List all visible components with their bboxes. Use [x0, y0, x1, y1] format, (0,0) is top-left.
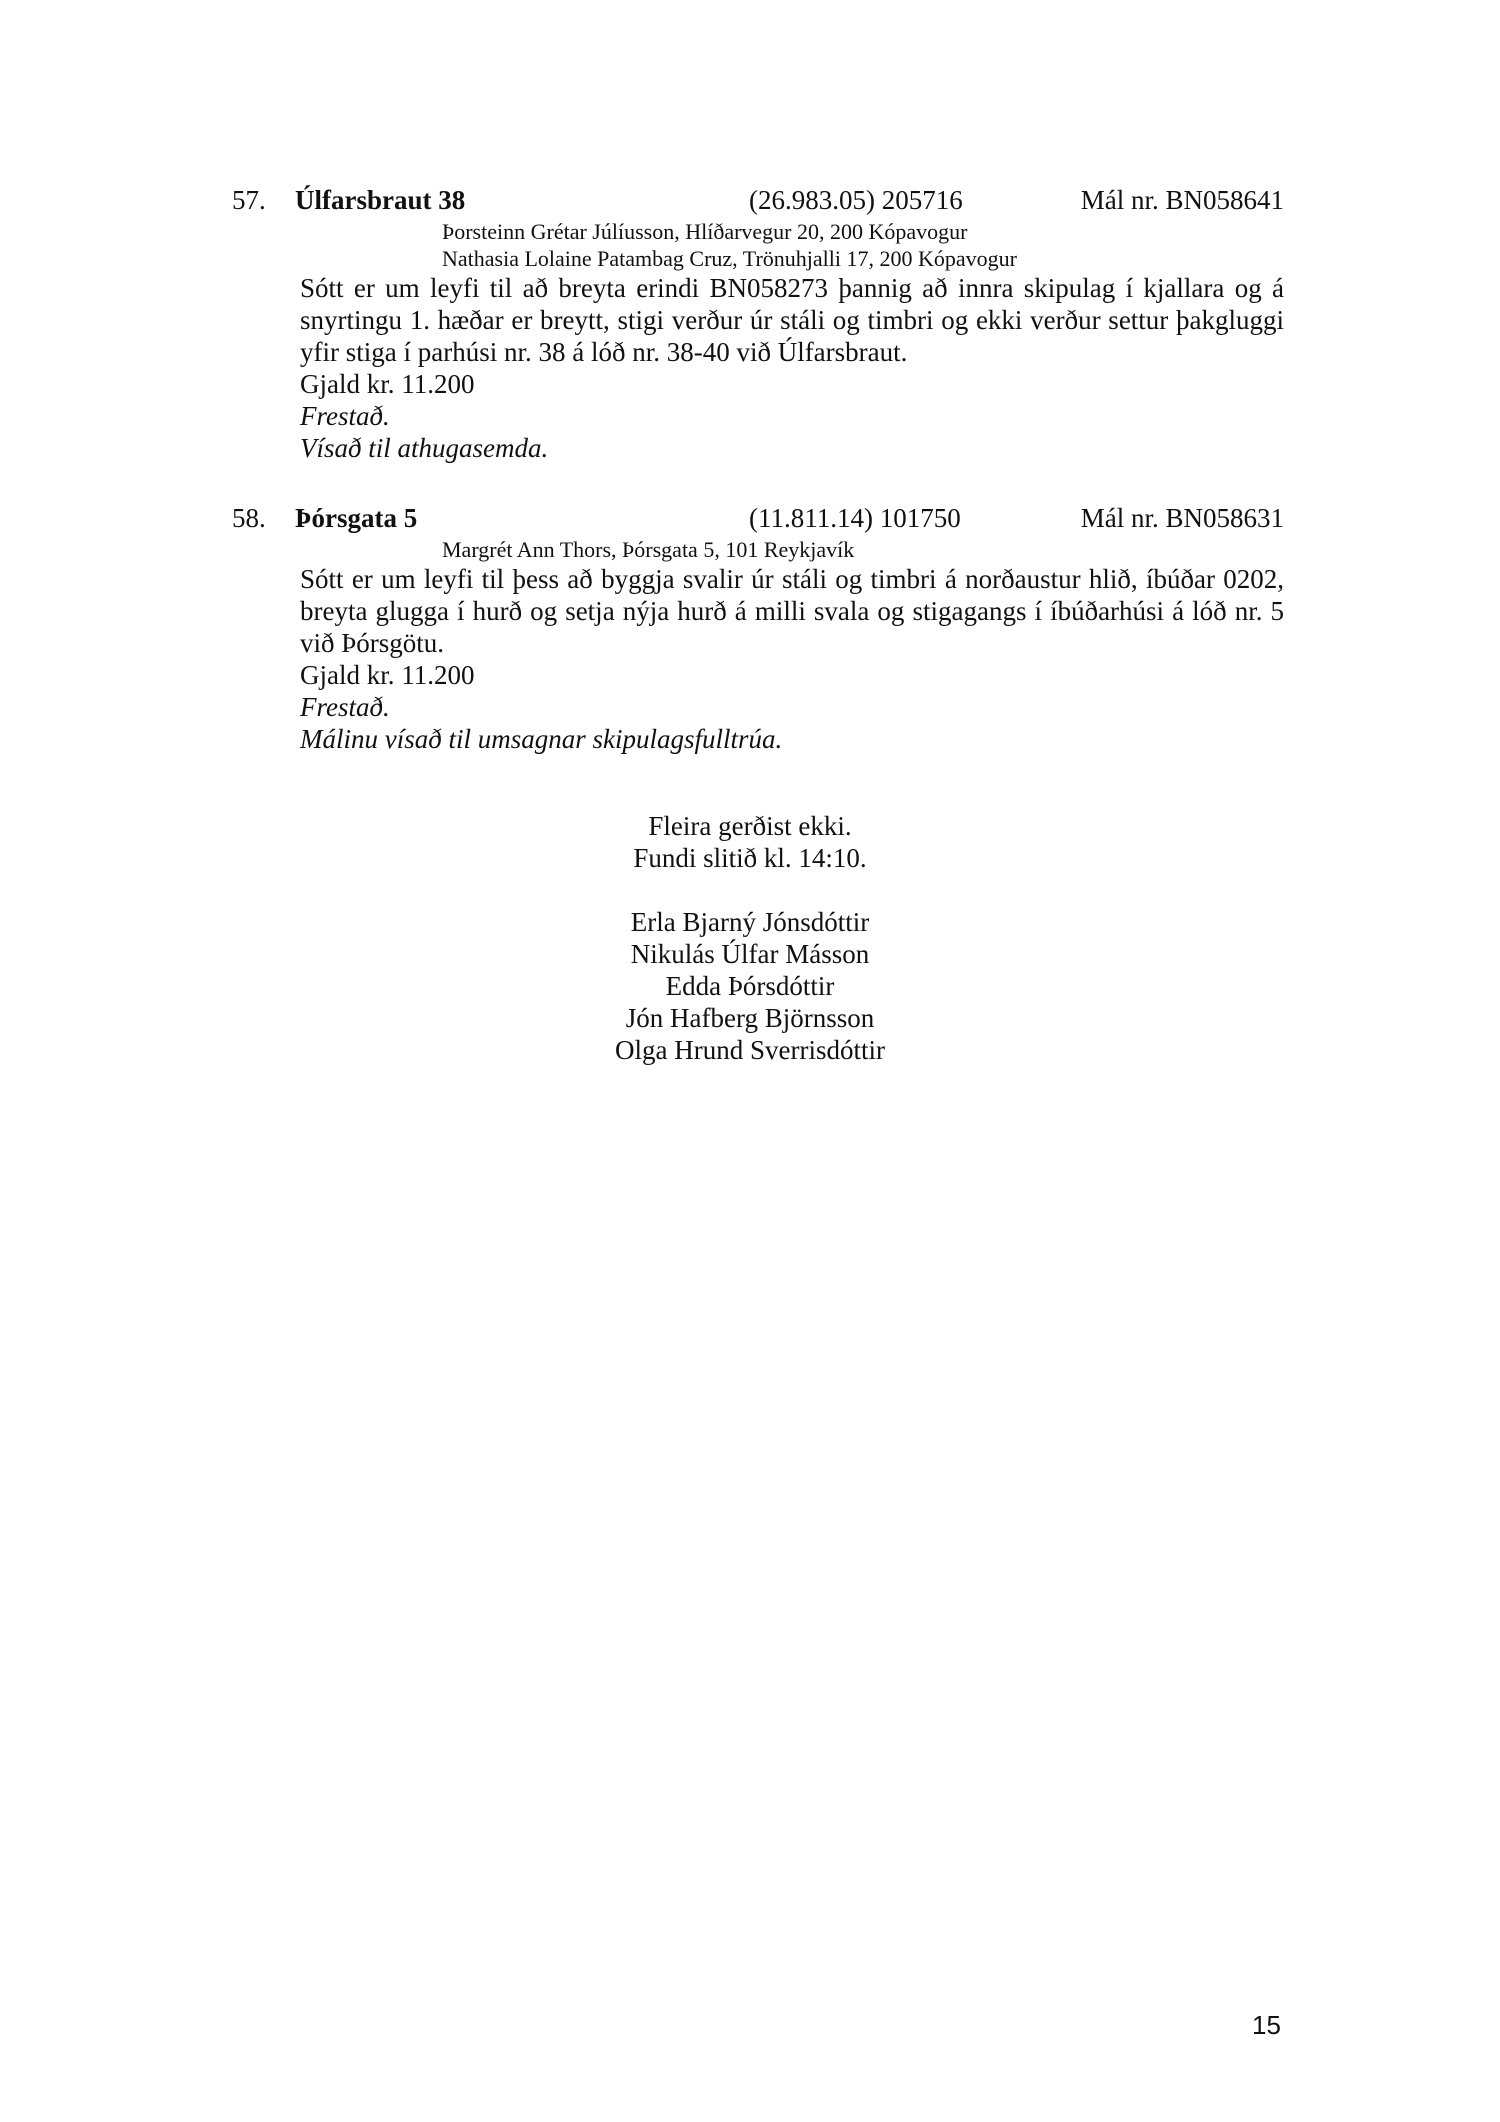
item-reference: (11.811.14) 101750	[749, 503, 961, 533]
item-header	[232, 182, 1284, 218]
agenda-item-57	[232, 182, 1284, 464]
item-address: Þórsgata 5	[295, 503, 418, 533]
item-description: Sótt er um leyfi til þess að byggja svalir úr stáli og timbri á norðaustur hlið, íbúðar 0202, breyta glugga í hurð og setja nýja hurð á milli svala og stigagangs í íbúðarhúsi á lóð nr. 5 við Þórsgötu.	[300, 564, 1284, 658]
signatory: Erla Bjarný Jónsdóttir	[630, 907, 870, 937]
signatory: Olga Hrund Sverrisdóttir	[615, 1035, 885, 1065]
item-reference: (26.983.05) 205716	[749, 185, 963, 215]
item-number: 57.	[232, 185, 266, 215]
agenda-item-58	[232, 500, 1284, 755]
item-header	[232, 500, 1284, 536]
applicant-line: Margrét Ann Thors, Þórsgata 5, 101 Reykjavík	[442, 537, 855, 562]
closing-line: Fleira gerðist ekki.	[648, 811, 852, 841]
applicant-line: Þorsteinn Grétar Júlíusson, Hlíðarvegur 20, 200 Kópavogur	[442, 219, 968, 244]
item-decision: Frestað.	[300, 692, 390, 722]
item-decision: Frestað.	[300, 401, 390, 431]
item-fee: Gjald kr. 11.200	[300, 369, 475, 399]
item-fee: Gjald kr. 11.200	[300, 660, 475, 690]
signatory: Jón Hafberg Björnsson	[625, 1003, 875, 1033]
meeting-end-time: Fundi slitið kl. 14:10.	[633, 843, 867, 873]
item-body	[300, 272, 1284, 464]
item-number: 58.	[232, 503, 266, 533]
signatory: Nikulás Úlfar Másson	[630, 939, 870, 969]
item-description: Sótt er um leyfi til að breyta erindi BN058273 þannig að innra skipulag í kjallara og á snyrtingu 1. hæðar er breytt, stigi verður úr stáli og timbri og ekki verður settur þakgluggi yfir stiga í parhúsi nr. 38 á lóð nr. 38-40 við Úlfarsbraut.	[300, 273, 1284, 367]
item-note: Málinu vísað til umsagnar skipulagsfulltrúa.	[300, 724, 783, 754]
meeting-closing	[0, 810, 1500, 1066]
applicant-line: Nathasia Lolaine Patambag Cruz, Trönuhjalli 17, 200 Kópavogur	[442, 246, 1017, 271]
item-note: Vísað til athugasemda.	[300, 433, 549, 463]
case-number: Mál nr. BN058641	[1080, 185, 1284, 215]
item-body	[300, 563, 1284, 755]
item-address: Úlfarsbraut 38	[295, 185, 466, 215]
page-number: 15	[1252, 2010, 1281, 2040]
spacer	[0, 874, 1500, 906]
case-number: Mál nr. BN058631	[1080, 503, 1284, 533]
signatory: Edda Þórsdóttir	[665, 971, 835, 1001]
